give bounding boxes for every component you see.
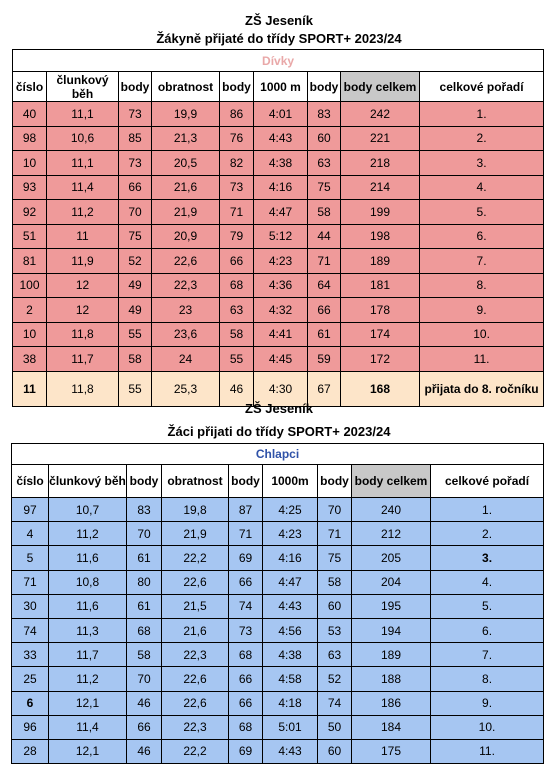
table-cell: 76 — [220, 126, 254, 151]
table-cell: 33 — [12, 643, 49, 667]
table-cell: 83 — [127, 498, 162, 522]
boys-table-row — [12, 739, 544, 763]
table-cell: 21,3 — [152, 126, 220, 151]
table-cell: 4:36 — [254, 273, 308, 298]
table-cell: 21,6 — [152, 175, 220, 200]
table-cell: 4:41 — [254, 322, 308, 347]
table-cell: 8. — [431, 667, 544, 691]
table-cell: 4:16 — [254, 175, 308, 200]
table-cell: 242 — [341, 102, 420, 127]
table-cell: 68 — [220, 273, 254, 298]
table-cell: 11. — [420, 347, 544, 372]
table-cell: 4. — [431, 570, 544, 594]
table-cell: 25,3 — [152, 371, 220, 406]
girls-table — [12, 49, 544, 407]
table-cell: 172 — [341, 347, 420, 372]
table-cell: 3. — [420, 151, 544, 176]
table-cell: 61 — [127, 594, 162, 618]
table-cell: 73 — [119, 151, 152, 176]
table-cell: 100 — [13, 273, 47, 298]
table-cell: 53 — [318, 618, 352, 642]
table-cell: 21,6 — [162, 618, 229, 642]
table-cell: 60 — [318, 594, 352, 618]
table-cell: 11,1 — [47, 151, 119, 176]
table-cell: 30 — [12, 594, 49, 618]
table-cell: 10,8 — [49, 570, 127, 594]
girls-section-label: Dívky — [13, 50, 544, 72]
table-cell: 4:01 — [254, 102, 308, 127]
table-cell: 4. — [420, 175, 544, 200]
column-header: body — [229, 465, 263, 498]
table-cell: 11. — [431, 739, 544, 763]
table-cell: 71 — [229, 522, 263, 546]
table-cell: 178 — [341, 298, 420, 323]
girls-table-row — [13, 126, 544, 151]
table-cell: 10. — [431, 715, 544, 739]
girls-table-row — [13, 102, 544, 127]
table-cell: 4:47 — [263, 570, 318, 594]
column-header: body — [119, 72, 152, 102]
table-cell: 73 — [229, 618, 263, 642]
girls-table-heading: Žákyně přijaté do třídy SPORT+ 2023/24 — [156, 31, 402, 46]
table-cell: 66 — [229, 570, 263, 594]
girls-table-row — [13, 151, 544, 176]
column-header: body celkem — [341, 72, 420, 102]
table-cell: 212 — [352, 522, 431, 546]
table-cell: 4:43 — [263, 594, 318, 618]
table-cell: 60 — [308, 126, 341, 151]
table-cell: 214 — [341, 175, 420, 200]
table-cell: 11,7 — [47, 347, 119, 372]
table-cell: 24 — [152, 347, 220, 372]
boys-section-label: Chlapci — [12, 444, 544, 465]
boys-school-title: ZŠ Jeseník — [245, 401, 313, 416]
table-cell: 20,5 — [152, 151, 220, 176]
table-cell: 58 — [318, 570, 352, 594]
table-cell: 22,3 — [162, 715, 229, 739]
table-cell: 4:43 — [254, 126, 308, 151]
table-cell: 66 — [127, 715, 162, 739]
boys-table-row — [12, 618, 544, 642]
table-cell: 12 — [47, 298, 119, 323]
table-cell: 11,8 — [47, 322, 119, 347]
table-cell: 75 — [308, 175, 341, 200]
table-cell: 68 — [229, 715, 263, 739]
table-cell: 66 — [308, 298, 341, 323]
table-cell: 61 — [308, 322, 341, 347]
table-cell: 12,1 — [49, 691, 127, 715]
girls-table-row — [13, 273, 544, 298]
table-cell: 51 — [13, 224, 47, 249]
table-cell: 73 — [220, 175, 254, 200]
table-cell: 98 — [13, 126, 47, 151]
table-cell: 71 — [220, 200, 254, 225]
table-cell: 96 — [12, 715, 49, 739]
table-cell: 5:12 — [254, 224, 308, 249]
table-cell: 2. — [420, 126, 544, 151]
table-cell: 58 — [308, 200, 341, 225]
table-cell: 195 — [352, 594, 431, 618]
table-cell: 181 — [341, 273, 420, 298]
table-cell: 70 — [127, 667, 162, 691]
table-cell: 10,7 — [49, 498, 127, 522]
table-cell: 97 — [12, 498, 49, 522]
table-cell: 69 — [229, 739, 263, 763]
table-cell: 71 — [12, 570, 49, 594]
table-cell: 58 — [127, 643, 162, 667]
table-cell: 46 — [127, 739, 162, 763]
table-cell: 10 — [13, 151, 47, 176]
table-cell: 82 — [220, 151, 254, 176]
table-cell: 4:25 — [263, 498, 318, 522]
table-cell: 11 — [47, 224, 119, 249]
table-cell: 7. — [431, 643, 544, 667]
table-cell: 68 — [127, 618, 162, 642]
boys-table-row — [12, 643, 544, 667]
table-cell: 6. — [431, 618, 544, 642]
table-cell: 67 — [308, 371, 341, 406]
column-header: člunkový běh — [49, 465, 127, 498]
table-cell: 175 — [352, 739, 431, 763]
table-cell: 74 — [12, 618, 49, 642]
table-cell: 11,1 — [47, 102, 119, 127]
table-cell: 21,9 — [162, 522, 229, 546]
table-cell: 1. — [431, 498, 544, 522]
table-cell: 70 — [127, 522, 162, 546]
column-header: obratnost — [152, 72, 220, 102]
table-cell: 75 — [119, 224, 152, 249]
table-cell: 221 — [341, 126, 420, 151]
table-cell: 80 — [127, 570, 162, 594]
table-cell: 2 — [13, 298, 47, 323]
table-cell: 87 — [229, 498, 263, 522]
table-cell: 70 — [318, 498, 352, 522]
table-cell: 19,8 — [162, 498, 229, 522]
boys-table — [11, 443, 544, 764]
table-cell: 11,2 — [49, 522, 127, 546]
table-cell: 49 — [119, 298, 152, 323]
table-cell: 11,2 — [47, 200, 119, 225]
column-header: 1000m — [263, 465, 318, 498]
table-cell: 189 — [341, 249, 420, 274]
table-cell: 11,9 — [47, 249, 119, 274]
table-cell: 38 — [13, 347, 47, 372]
table-cell: 44 — [308, 224, 341, 249]
table-cell: 61 — [127, 546, 162, 570]
table-cell: 5. — [431, 594, 544, 618]
table-cell: 22,3 — [162, 643, 229, 667]
column-header: celkové pořadí — [420, 72, 544, 102]
table-cell: 21,9 — [152, 200, 220, 225]
boys-table-row — [12, 522, 544, 546]
girls-header-row — [13, 72, 544, 102]
table-cell: 49 — [119, 273, 152, 298]
column-header: 1000 m — [254, 72, 308, 102]
table-cell: 4:16 — [263, 546, 318, 570]
table-cell: 59 — [308, 347, 341, 372]
table-cell: 63 — [220, 298, 254, 323]
table-cell: 22,6 — [162, 570, 229, 594]
table-cell: 11,4 — [47, 175, 119, 200]
table-cell: 20,9 — [152, 224, 220, 249]
table-cell: 4:23 — [263, 522, 318, 546]
table-cell: 5:01 — [263, 715, 318, 739]
table-cell: 74 — [318, 691, 352, 715]
table-cell: 92 — [13, 200, 47, 225]
table-cell: 4:43 — [263, 739, 318, 763]
table-cell: 60 — [318, 739, 352, 763]
boys-table-row — [12, 498, 544, 522]
table-cell: 52 — [119, 249, 152, 274]
table-cell: 22,2 — [162, 546, 229, 570]
table-cell: 2. — [431, 522, 544, 546]
table-cell: 23 — [152, 298, 220, 323]
table-cell: 188 — [352, 667, 431, 691]
table-cell: 69 — [229, 546, 263, 570]
table-cell: 4:38 — [263, 643, 318, 667]
table-cell: 22,2 — [162, 739, 229, 763]
column-header: člunkový běh — [47, 72, 119, 102]
girls-school-title: ZŠ Jeseník — [245, 13, 313, 28]
table-cell: 204 — [352, 570, 431, 594]
boys-table-row — [12, 546, 544, 570]
table-cell: 63 — [318, 643, 352, 667]
table-cell: 4:32 — [254, 298, 308, 323]
table-cell: 4:30 — [254, 371, 308, 406]
table-cell: 11,7 — [49, 643, 127, 667]
table-cell: 4:56 — [263, 618, 318, 642]
girls-table-row — [13, 249, 544, 274]
table-cell: 4:38 — [254, 151, 308, 176]
table-cell: 174 — [341, 322, 420, 347]
table-cell: 4:18 — [263, 691, 318, 715]
table-cell: 11,6 — [49, 546, 127, 570]
table-cell: 168 — [341, 371, 420, 406]
table-cell: 10,6 — [47, 126, 119, 151]
table-cell: 11,8 — [47, 371, 119, 406]
column-header: body — [308, 72, 341, 102]
girls-table-row — [13, 298, 544, 323]
table-cell: 4:58 — [263, 667, 318, 691]
table-cell: 11 — [13, 371, 47, 406]
table-cell: 46 — [127, 691, 162, 715]
table-cell: 9. — [420, 298, 544, 323]
table-cell: 66 — [220, 249, 254, 274]
column-header: číslo — [13, 72, 47, 102]
column-header: body celkem — [352, 465, 431, 498]
column-header: obratnost — [162, 465, 229, 498]
boys-table-row — [12, 667, 544, 691]
table-cell: 240 — [352, 498, 431, 522]
table-cell: 93 — [13, 175, 47, 200]
table-cell: 74 — [229, 594, 263, 618]
table-cell: 11,2 — [49, 667, 127, 691]
table-cell: 63 — [308, 151, 341, 176]
girls-table-row — [13, 322, 544, 347]
table-cell: 6. — [420, 224, 544, 249]
table-cell: 58 — [119, 347, 152, 372]
girls-table-row — [13, 224, 544, 249]
table-cell: 55 — [119, 371, 152, 406]
table-cell: 70 — [119, 200, 152, 225]
table-cell: 79 — [220, 224, 254, 249]
table-cell: 52 — [318, 667, 352, 691]
table-cell: 58 — [220, 322, 254, 347]
table-cell: 189 — [352, 643, 431, 667]
table-cell: 4:45 — [254, 347, 308, 372]
table-cell: 50 — [318, 715, 352, 739]
table-cell: 55 — [220, 347, 254, 372]
table-cell: 22,3 — [152, 273, 220, 298]
table-cell: 5. — [420, 200, 544, 225]
table-cell: 9. — [431, 691, 544, 715]
boys-table-row — [12, 691, 544, 715]
table-cell: 8. — [420, 273, 544, 298]
table-cell: 11,3 — [49, 618, 127, 642]
table-cell: 12 — [47, 273, 119, 298]
table-cell: 4 — [12, 522, 49, 546]
column-header: body — [127, 465, 162, 498]
table-cell: 83 — [308, 102, 341, 127]
table-cell: 71 — [318, 522, 352, 546]
column-header: body — [318, 465, 352, 498]
table-cell: 66 — [229, 667, 263, 691]
table-cell: 11,4 — [49, 715, 127, 739]
table-cell: 3. — [431, 546, 544, 570]
table-cell: 186 — [352, 691, 431, 715]
table-cell: 81 — [13, 249, 47, 274]
boys-header-row — [12, 465, 544, 498]
table-cell: 12,1 — [49, 739, 127, 763]
table-cell: 4:47 — [254, 200, 308, 225]
table-cell: 23,6 — [152, 322, 220, 347]
boys-table-row — [12, 715, 544, 739]
table-cell: 71 — [308, 249, 341, 274]
table-cell: 22,6 — [162, 691, 229, 715]
table-cell: 75 — [318, 546, 352, 570]
boys-table-heading: Žáci přijati do třídy SPORT+ 2023/24 — [167, 424, 391, 439]
column-header: celkové pořadí — [431, 465, 544, 498]
table-cell: 66 — [229, 691, 263, 715]
table-cell: 28 — [12, 739, 49, 763]
column-header: body — [220, 72, 254, 102]
boys-table-row — [12, 594, 544, 618]
table-cell: 40 — [13, 102, 47, 127]
table-cell: 68 — [229, 643, 263, 667]
girls-table-row — [13, 175, 544, 200]
table-cell: 25 — [12, 667, 49, 691]
table-cell: 86 — [220, 102, 254, 127]
table-cell: 22,6 — [152, 249, 220, 274]
table-cell: 10. — [420, 322, 544, 347]
table-cell: 6 — [12, 691, 49, 715]
table-cell: 218 — [341, 151, 420, 176]
table-cell: 1. — [420, 102, 544, 127]
table-cell: 205 — [352, 546, 431, 570]
table-cell: 7. — [420, 249, 544, 274]
table-cell: 4:23 — [254, 249, 308, 274]
table-cell: 194 — [352, 618, 431, 642]
table-cell: 199 — [341, 200, 420, 225]
girls-table-row — [13, 347, 544, 372]
table-cell: 64 — [308, 273, 341, 298]
table-cell: 5 — [12, 546, 49, 570]
table-cell: 66 — [119, 175, 152, 200]
table-cell: 11,6 — [49, 594, 127, 618]
table-cell: 46 — [220, 371, 254, 406]
column-header: číslo — [12, 465, 49, 498]
table-cell: 19,9 — [152, 102, 220, 127]
table-cell: 21,5 — [162, 594, 229, 618]
table-cell: 85 — [119, 126, 152, 151]
boys-table-row — [12, 570, 544, 594]
table-cell: 22,6 — [162, 667, 229, 691]
table-cell: 73 — [119, 102, 152, 127]
admission-note: přijata do 8. ročníku — [420, 371, 544, 406]
table-cell: 184 — [352, 715, 431, 739]
table-cell: 198 — [341, 224, 420, 249]
table-cell: 55 — [119, 322, 152, 347]
girls-table-row — [13, 200, 544, 225]
table-cell: 10 — [13, 322, 47, 347]
